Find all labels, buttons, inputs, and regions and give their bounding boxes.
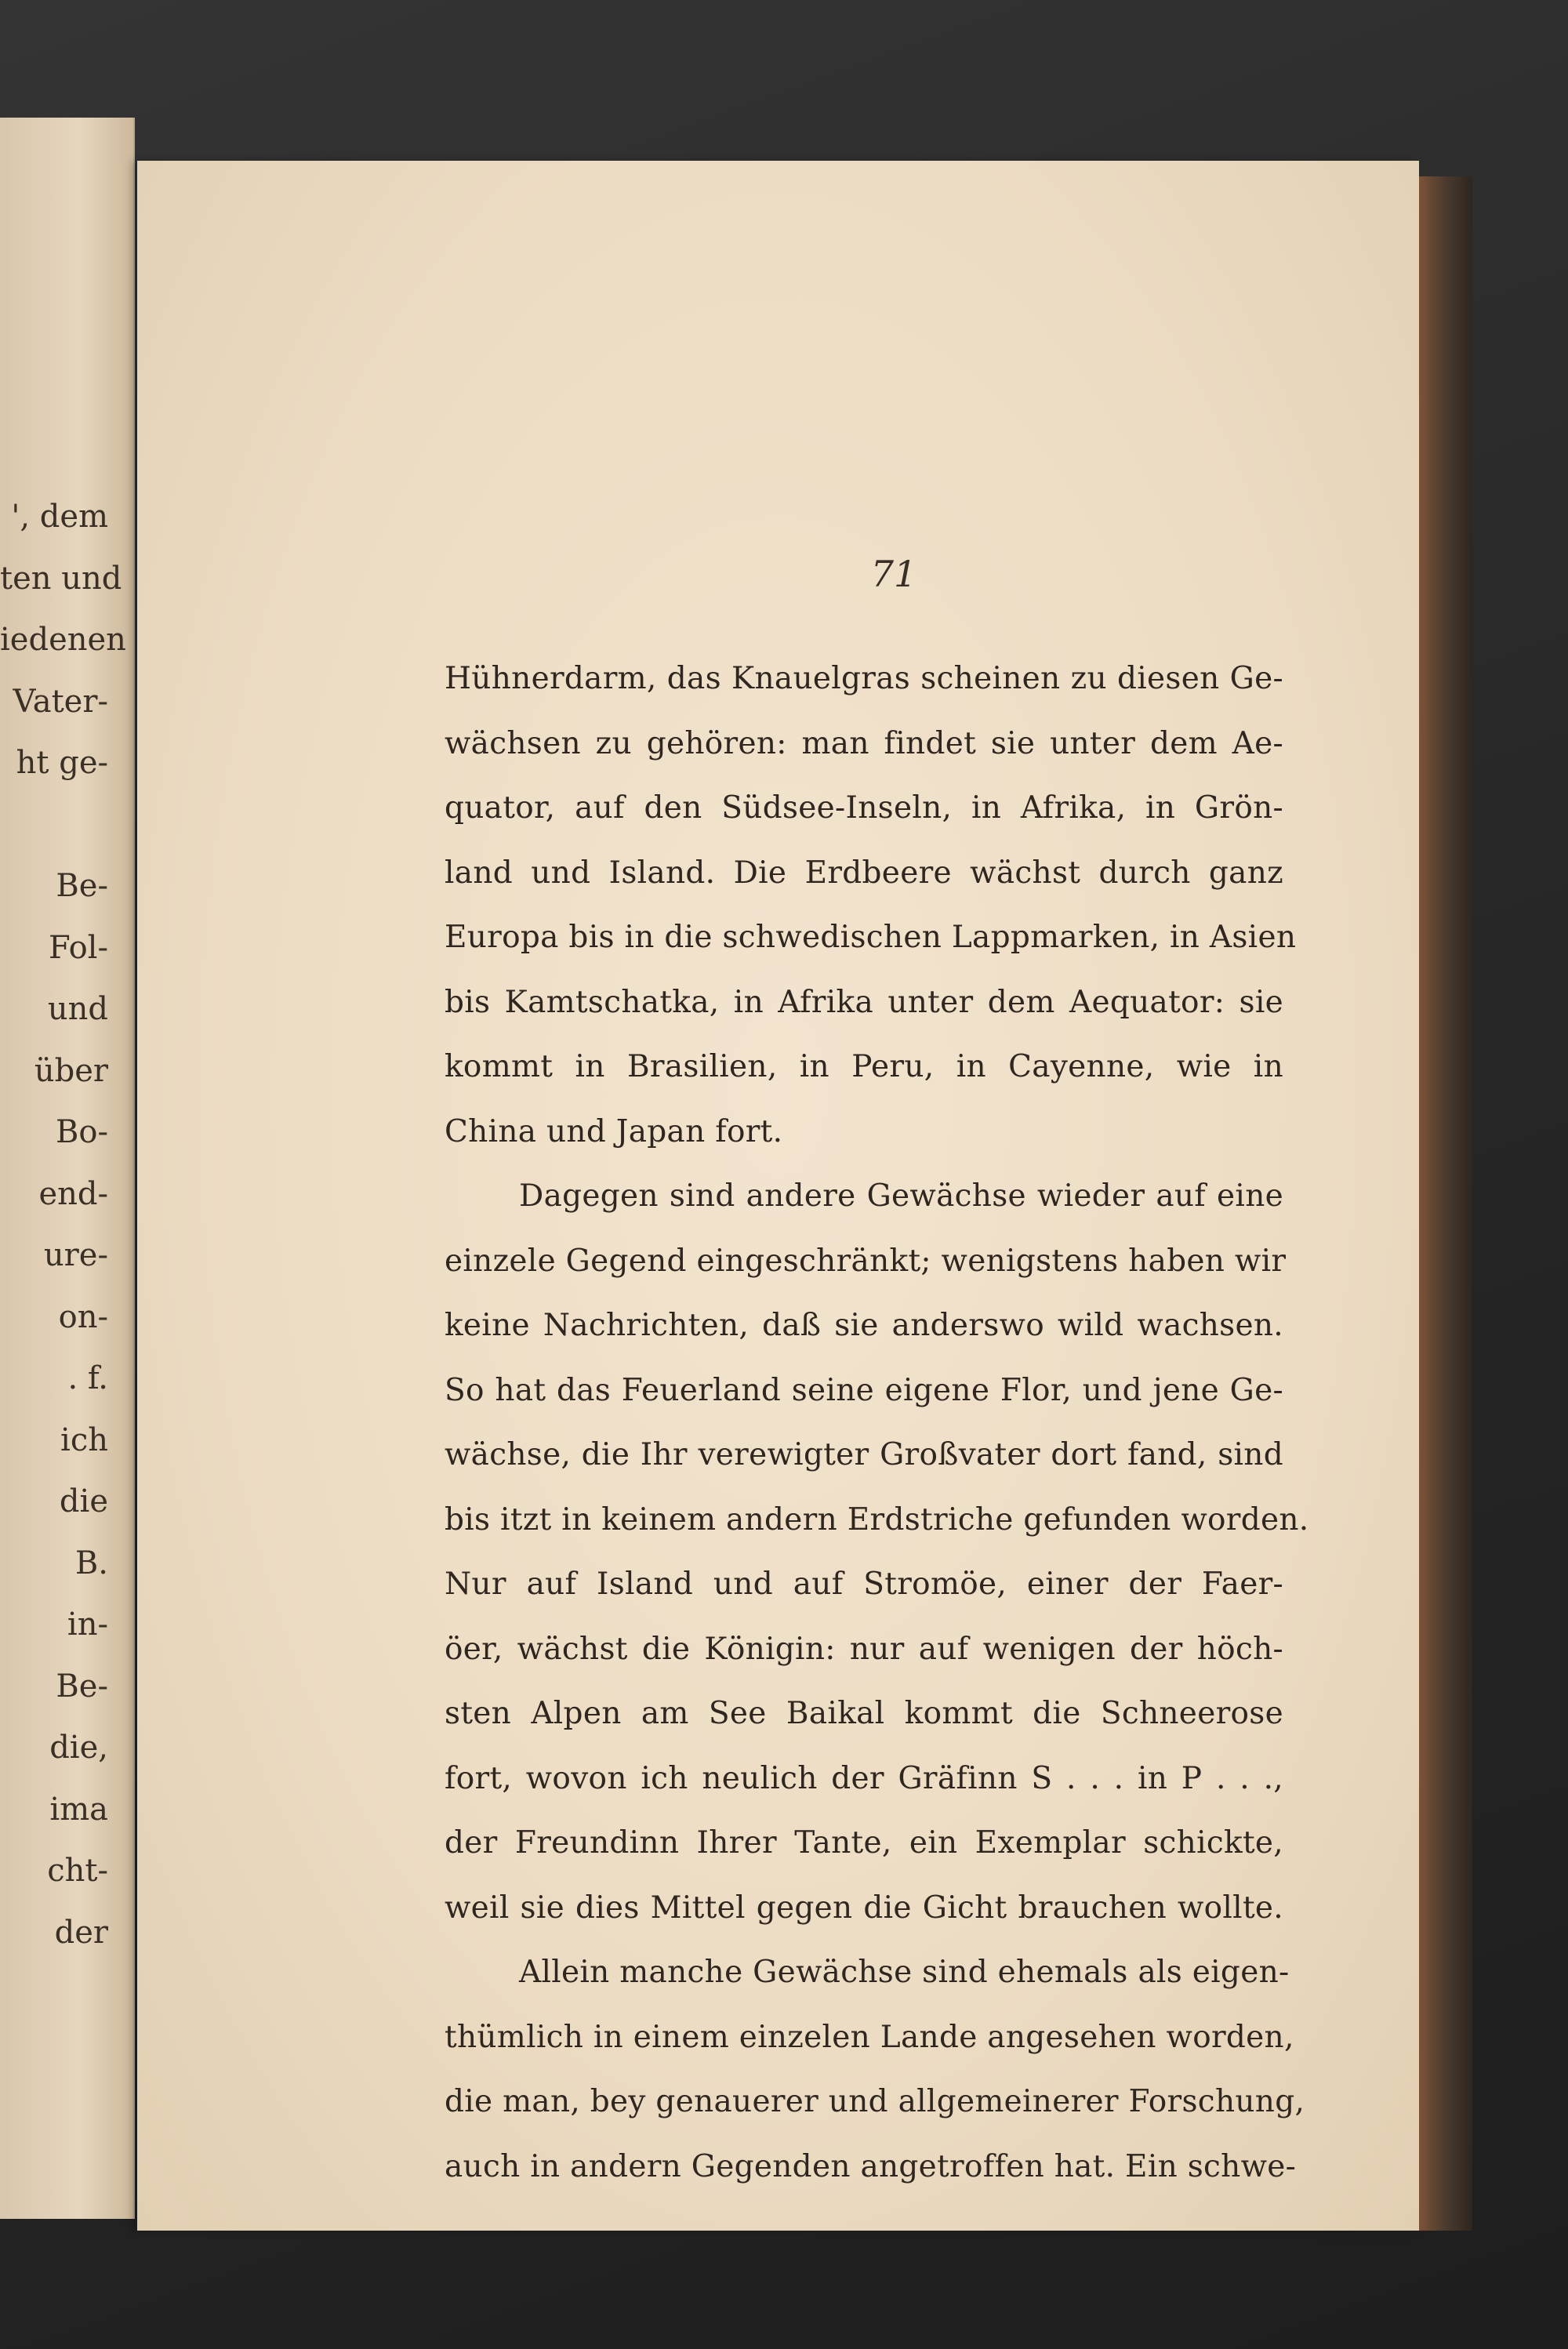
left-fragment: Vater- — [13, 683, 108, 720]
text-line: Europa bis in die schwedischen Lappmarken, in Asien — [445, 920, 1297, 955]
left-fragment: Bo- — [56, 1114, 108, 1150]
book-edge — [1411, 176, 1472, 2231]
left-fragment: ich — [60, 1421, 108, 1458]
left-fragment: cht- — [47, 1853, 108, 1889]
text-line: Nur auf Island und auf Stromöe, einer der Faer- — [445, 1567, 1283, 1602]
body-text — [445, 647, 1309, 2199]
left-fragment: ht ge- — [16, 745, 108, 781]
left-fragment: ten und — [0, 560, 122, 597]
text-line: Hühnerdarm, das Knauelgras scheinen zu diesen Ge- — [445, 661, 1283, 696]
left-fragment: end- — [38, 1175, 108, 1212]
text-line: kommt in Brasilien, in Peru, in Cayenne, wie in — [445, 1049, 1283, 1084]
text-line: bis itzt in keinem andern Erdstriche gefunden worden. — [445, 1501, 1309, 1538]
text-line: thümlich in einem einzelen Lande angesehen worden, — [445, 2019, 1294, 2055]
text-line: China und Japan fort. — [445, 1113, 783, 1149]
left-fragment: iedenen — [0, 622, 126, 658]
text-line: einzele Gegend eingeschränkt; wenigstens haben wir — [445, 1243, 1287, 1279]
left-fragment: und — [47, 991, 108, 1027]
text-line: keine Nachrichten, daß sie anderswo wild wachsen. — [445, 1308, 1283, 1343]
text-line: wächsen zu gehören: man findet sie unter dem Ae- — [445, 725, 1283, 761]
text-line: die man, bey genauerer und allgemeinerer Forschung, — [445, 2084, 1305, 2119]
text-line: Dagegen sind andere Gewächse wieder auf eine — [519, 1178, 1283, 1214]
text-line: auch in andern Gegenden angetroffen hat. Ein schwe- — [445, 2148, 1297, 2184]
left-fragment: die — [59, 1483, 108, 1519]
text-line: sten Alpen am See Baikal kommt die Schneerose — [445, 1696, 1283, 1731]
text-line: So hat das Feuerland seine eigene Flor, und jene Ge- — [445, 1372, 1283, 1408]
left-fragment: ', dem — [11, 499, 108, 535]
previous-page-edge — [0, 118, 135, 2219]
left-fragment: ure- — [43, 1237, 108, 1273]
left-fragment: über — [34, 1052, 108, 1089]
text-line: wächse, die Ihr verewigter Großvater dort fand, sind — [445, 1437, 1283, 1472]
previous-page-text — [0, 486, 133, 1963]
text-line: der Freundinn Ihrer Tante, ein Exemplar schickte, — [445, 1825, 1283, 1861]
left-fragment: in- — [67, 1607, 108, 1643]
left-fragment: . f. — [67, 1360, 108, 1396]
book-page — [137, 161, 1419, 2231]
text-line: weil sie dies Mittel gegen die Gicht brauchen wollte. — [445, 1890, 1283, 1926]
left-fragment: ima — [49, 1791, 108, 1828]
left-fragment: die, — [49, 1730, 108, 1766]
text-line: bis Kamtschatka, in Afrika unter dem Aequator: sie — [445, 984, 1283, 1020]
text-line: öer, wächst die Königin: nur auf wenigen der höch- — [445, 1631, 1283, 1667]
left-fragment: on- — [58, 1298, 108, 1335]
left-fragment: B. — [74, 1545, 108, 1581]
text-line: land und Island. Die Erdbeere wächst durch ganz — [445, 855, 1283, 891]
left-fragment: der — [54, 1914, 108, 1951]
left-fragment — [0, 794, 133, 856]
left-fragment: Fol- — [49, 929, 108, 966]
text-line: quator, auf den Südsee-Inseln, in Afrika, in Grön- — [445, 790, 1283, 826]
page-number: 71 — [870, 553, 917, 595]
text-line: Allein manche Gewächse sind ehemals als eigen- — [519, 1955, 1290, 1990]
left-fragment: Be- — [56, 868, 108, 904]
text-line: fort, wovon ich neulich der Gräfinn S . . . in P . . ., — [445, 1760, 1283, 1796]
left-fragment: Be- — [56, 1668, 108, 1705]
